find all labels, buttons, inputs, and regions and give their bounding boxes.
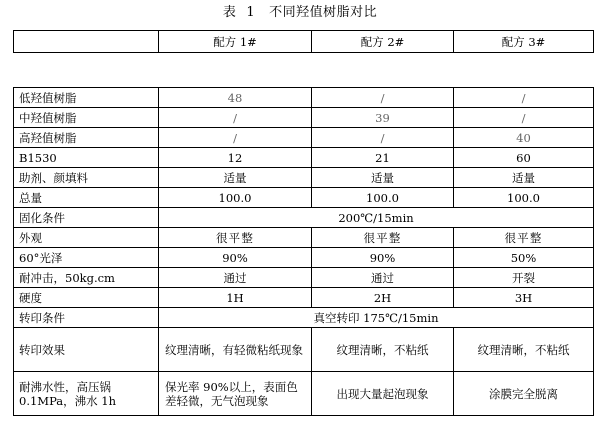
table-row <box>14 208 594 228</box>
cell: 很平整 <box>159 228 312 248</box>
cell: 很平整 <box>454 228 594 248</box>
row-label: 外观 <box>14 228 159 248</box>
merged-cell: 真空转印 175℃/15min <box>159 308 594 328</box>
cell: / <box>159 108 312 128</box>
header-formula-1: 配方 1# <box>159 31 312 53</box>
table-row <box>14 128 594 148</box>
row-label: 耐沸水性，高压锅 0.1MPa，沸水 1h <box>14 372 159 416</box>
cell: / <box>312 88 454 108</box>
caption-number: 1 <box>246 5 256 20</box>
cell: 39 <box>312 108 454 128</box>
row-label: B1530 <box>14 148 159 168</box>
cell: 纹理清晰，不粘纸 <box>454 328 594 372</box>
row-label: 耐冲击，50kg.cm <box>14 268 159 288</box>
table-row <box>14 108 594 128</box>
cell: / <box>159 128 312 148</box>
cell: / <box>454 108 594 128</box>
cell: 60 <box>454 148 594 168</box>
table-row <box>14 228 594 248</box>
row-label: 助剂、颜填料 <box>14 168 159 188</box>
table-row <box>14 288 594 308</box>
cell: 100.0 <box>312 188 454 208</box>
cell: 适量 <box>312 168 454 188</box>
table-row <box>14 188 594 208</box>
table-row <box>14 268 594 288</box>
header-formula-3: 配方 3# <box>454 31 594 53</box>
cell: 纹理清晰，不粘纸 <box>312 328 454 372</box>
row-label: 转印条件 <box>14 308 159 328</box>
cell: / <box>454 88 594 108</box>
cell: 2H <box>312 288 454 308</box>
cell: 50% <box>454 248 594 268</box>
row-label: 转印效果 <box>14 328 159 372</box>
table-row <box>14 148 594 168</box>
table-row <box>14 248 594 268</box>
cell: 48 <box>159 88 312 108</box>
row-label: 固化条件 <box>14 208 159 228</box>
caption-text: 不同羟值树脂对比 <box>269 5 378 20</box>
row-label: 高羟值树脂 <box>14 128 159 148</box>
cell: 3H <box>454 288 594 308</box>
cell: 100.0 <box>159 188 312 208</box>
cell: 纹理清晰，有轻微粘纸现象 <box>159 328 312 372</box>
header-corner <box>14 31 159 53</box>
row-label: 低羟值树脂 <box>14 88 159 108</box>
cell: 适量 <box>159 168 312 188</box>
cell: 开裂 <box>454 268 594 288</box>
row-label: 总量 <box>14 188 159 208</box>
table-row <box>14 308 594 328</box>
cell: 很平整 <box>312 228 454 248</box>
cell: 90% <box>159 248 312 268</box>
table-row <box>14 372 594 416</box>
header-formula-2: 配方 2# <box>312 31 454 53</box>
header-row <box>14 31 594 53</box>
cell: 12 <box>159 148 312 168</box>
cell: 适量 <box>454 168 594 188</box>
merged-cell: 200℃/15min <box>159 208 594 228</box>
spacer-row <box>14 53 594 88</box>
table-row <box>14 88 594 108</box>
caption-prefix: 表 <box>222 5 237 20</box>
cell: 21 <box>312 148 454 168</box>
cell: 涂膜完全脱离 <box>454 372 594 416</box>
table-row <box>14 168 594 188</box>
cell: / <box>312 128 454 148</box>
cell: 通过 <box>159 268 312 288</box>
row-label: 硬度 <box>14 288 159 308</box>
cell: 40 <box>454 128 594 148</box>
cell: 100.0 <box>454 188 594 208</box>
resin-comparison-table <box>13 30 594 416</box>
cell: 1H <box>159 288 312 308</box>
cell: 90% <box>312 248 454 268</box>
table-row <box>14 328 594 372</box>
cell: 通过 <box>312 268 454 288</box>
cell: 保光率 90%以上，表面色差轻微，无气泡现象 <box>159 372 312 416</box>
row-label: 中羟值树脂 <box>14 108 159 128</box>
cell: 出现大量起泡现象 <box>312 372 454 416</box>
row-label: 60°光泽 <box>14 248 159 268</box>
table-caption <box>0 4 600 22</box>
